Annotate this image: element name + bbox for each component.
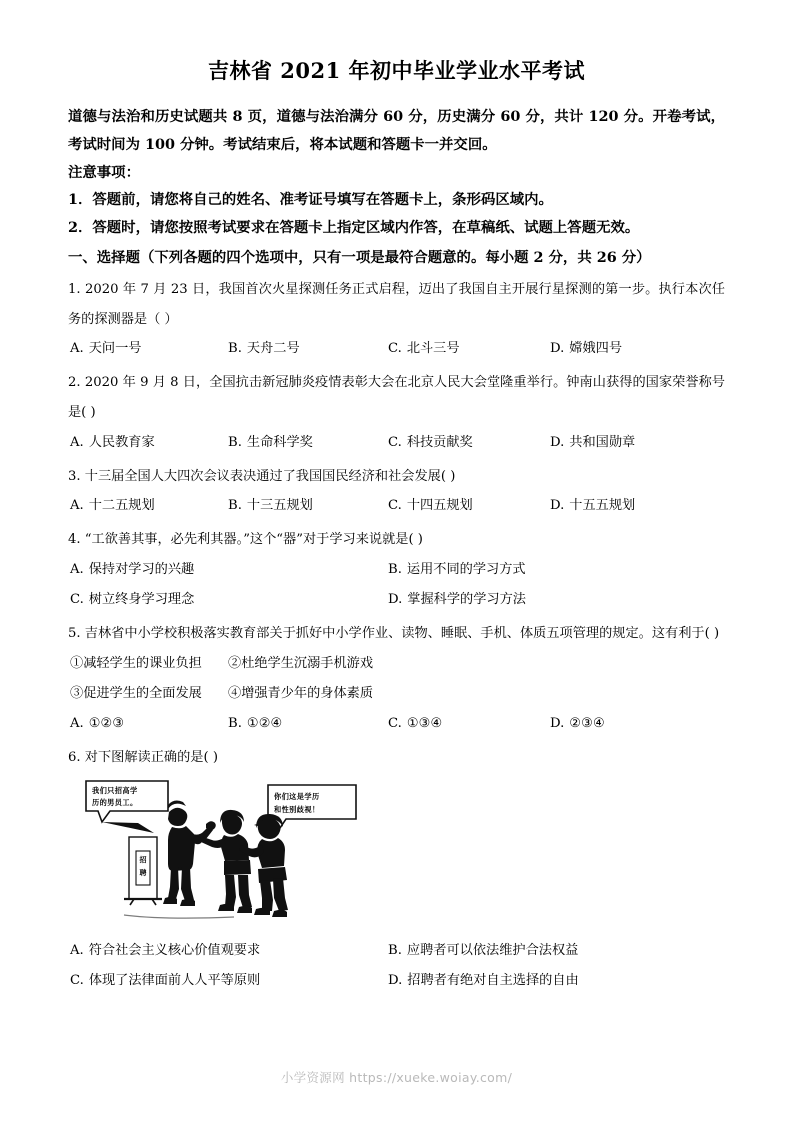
notes-heading: 注意事项： [68, 163, 140, 181]
site-watermark: 小学资源网 https://xueke.woiay.com/ [280, 1070, 513, 1085]
question-3-number: 3. [68, 468, 81, 484]
option-1-d[interactable]: D. 嫦娥四号 [550, 341, 623, 357]
exam-intro-paragraph: 道德与法治和历史试题共 8 页，道德与法治满分 60 分，历史满分 60 分，共计 120 分。开卷考试，考试时间为 100 分钟。考试结束后，将本试题和答题卡一并交回。 [68, 108, 725, 153]
question-5-subitems-row-1 [68, 649, 725, 679]
page-title: 吉林省 2021 年初中毕业学业水平考试 [207, 58, 586, 83]
option-6-a[interactable]: A. 符合社会主义核心价值观要求 [70, 942, 261, 958]
option-3-c[interactable]: C. 十四五规划 [388, 498, 473, 514]
option-5-d[interactable]: D. ②③④ [550, 715, 605, 731]
question-3-options [68, 491, 725, 521]
recruiter-character [163, 800, 216, 905]
question-5-number: 5. [68, 626, 81, 642]
option-2-a[interactable]: A. 人民教育家 [70, 434, 155, 450]
subitem-5-1: ①减轻学生的课业负担 [70, 655, 202, 671]
option-4-d[interactable]: D. 掌握科学的学习方法 [388, 592, 526, 608]
option-1-b[interactable]: B. 天舟二号 [228, 341, 300, 357]
option-6-d[interactable]: D. 招聘者有绝对自主选择的自由 [388, 972, 579, 988]
question-5-options [68, 709, 725, 739]
question-4-options-row-2 [68, 585, 725, 615]
sign-char-1: 招 [139, 855, 147, 864]
question-4-number: 4. [68, 532, 81, 548]
note-item-2: 2．答题时，请您按照考试要求在答题卡上指定区域内作答，在草稿纸、试题上答题无效。 [68, 218, 640, 236]
option-5-b[interactable]: B. ①②④ [228, 715, 283, 731]
applicant-character-1 [193, 809, 252, 912]
question-6 [68, 743, 725, 773]
question-6-options-row-1 [68, 936, 725, 966]
bubble-left-line-1: 我们只招高学 [92, 785, 138, 795]
question-1-options [68, 334, 725, 364]
question-6-cartoon-figure [72, 779, 392, 924]
bubble-right-line-1: 你们这是学历 [274, 791, 320, 801]
question-5 [68, 619, 725, 649]
question-6-options-row-2 [68, 966, 725, 996]
question-1 [68, 275, 725, 334]
question-5-subitems-row-2 [68, 679, 725, 709]
subitem-5-4: ④增强青少年的身体素质 [228, 685, 374, 701]
recruiter-speech-bubble [86, 781, 168, 833]
option-3-a[interactable]: A. 十二五规划 [70, 498, 155, 514]
subitem-5-3: ③促进学生的全面发展 [70, 685, 202, 701]
option-6-c[interactable]: C. 体现了法律面前人人平等原则 [70, 972, 261, 988]
question-4-options-row-1 [68, 555, 725, 585]
question-6-stem: 对下图解读正确的是( ) [84, 749, 218, 765]
option-6-b[interactable]: B. 应聘者可以依法维护合法权益 [388, 942, 579, 958]
bubble-right-line-2: 和性别歧视！ [274, 804, 320, 814]
section-heading-multiple-choice: 一、选择题（下列各题的四个选项中，只有一项是最符合题意的。每小题 2 分，共 26 分） [68, 248, 651, 266]
recruitment-sign [124, 837, 162, 905]
option-3-d[interactable]: D. 十五五规划 [550, 498, 636, 514]
note-item-1: 1．答题前，请您将自己的姓名、准考证号填写在答题卡上，条形码区域内。 [68, 191, 553, 209]
question-1-stem: 2020 年 7 月 23 日，我国首次火星探测任务正式启程，迈出了我国自主开展行星探测的第一步。执行本次任务的探测器是（ ） [68, 281, 725, 327]
option-5-c[interactable]: C. ①③④ [388, 715, 443, 731]
option-3-b[interactable]: B. 十三五规划 [228, 498, 313, 514]
question-4-stem: “工欲善其事，必先利其器。”这个“器”对于学习来说就是( ) [84, 532, 423, 548]
option-4-c[interactable]: C. 树立终身学习理念 [70, 592, 195, 608]
option-4-b[interactable]: B. 运用不同的学习方式 [388, 562, 526, 578]
option-4-a[interactable]: A. 保持对学习的兴趣 [70, 562, 195, 578]
question-3-stem: 十三届全国人大四次会议表决通过了我国国民经济和社会发展( ) [84, 468, 456, 484]
option-2-d[interactable]: D. 共和国勋章 [550, 434, 636, 450]
option-1-c[interactable]: C. 北斗三号 [388, 341, 460, 357]
question-6-number: 6. [68, 749, 81, 765]
option-5-a[interactable]: A. ①②③ [70, 715, 125, 731]
question-3 [68, 462, 725, 492]
question-5-stem: 吉林省中小学校积极落实教育部关于抓好中小学作业、读物、睡眠、手机、体质五项管理的规定。这有利于( ) [84, 626, 720, 642]
question-1-number: 1. [68, 281, 81, 297]
question-2-number: 2. [68, 375, 81, 391]
option-2-b[interactable]: B. 生命科学奖 [228, 434, 313, 450]
ground-line [124, 915, 234, 918]
question-2 [68, 368, 725, 427]
question-2-stem: 2020 年 9 月 8 日，全国抗击新冠肺炎疫情表彰大会在北京人民大会堂隆重举行。钟南山获得的国家荣誉称号是( ) [68, 375, 725, 420]
sign-char-2: 聘 [139, 868, 147, 877]
bubble-left-line-2: 历的男员工。 [92, 797, 138, 807]
option-1-a[interactable]: A. 天问一号 [70, 341, 142, 357]
question-2-options [68, 428, 725, 458]
subitem-5-2: ②杜绝学生沉溺手机游戏 [228, 655, 374, 671]
option-2-c[interactable]: C. 科技贡献奖 [388, 434, 473, 450]
question-4 [68, 525, 725, 555]
